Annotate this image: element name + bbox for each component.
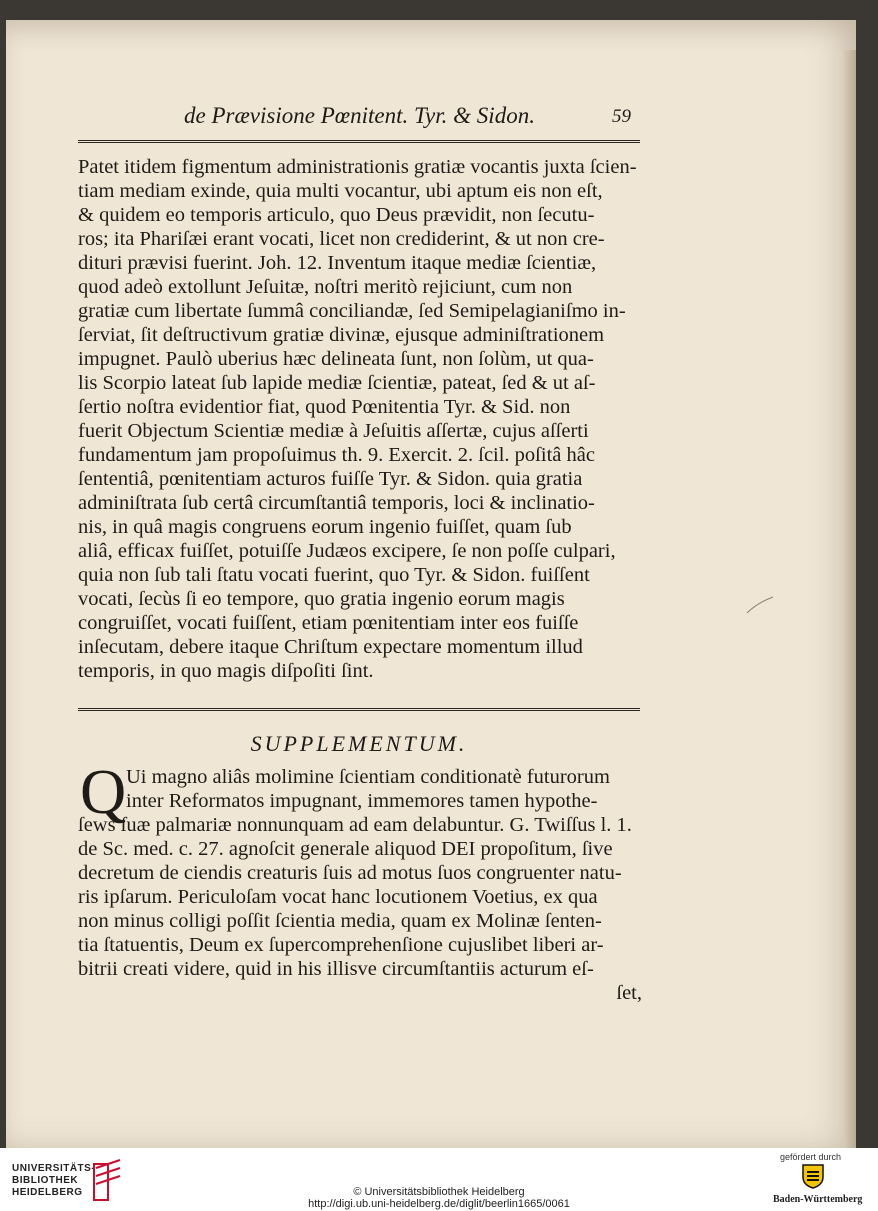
library-name-line: BIBLIOTHEK xyxy=(12,1175,79,1186)
text-line: ſententiâ, pœnitentiam acturos fuiſſe Tyr. & Sidon. quia gratia xyxy=(78,468,583,490)
text-line: ſerviat, ſit deſtructivum gratiæ divinæ, ejusque adminiſtrationem xyxy=(78,324,605,346)
text-line: temporis, in quo magis diſpoſiti ſint. xyxy=(78,660,374,682)
text-line: Ui magno aliâs molimine ſcientiam conditionatè futurorum xyxy=(126,766,610,788)
text-line: de Sc. med. c. 27. agnoſcit generale aliquod DEI propoſitum, ſive xyxy=(78,838,613,860)
text-line: decretum de ciendis creaturis ſuis ad motus ſuos congruenter natu- xyxy=(78,862,622,884)
text-line: ſet, xyxy=(616,982,642,1004)
text-line: dituri prævisi fuerint. Joh. 12. Inventum itaque mediæ ſcientiæ, xyxy=(78,252,597,274)
copyright-notice: © Universitätsbibliothek Heidelberg xyxy=(353,1186,525,1198)
text-line: ſertio noſtra evidentior fiat, quod Pœnitentia Tyr. & Sid. non xyxy=(78,396,571,418)
section-rule xyxy=(78,708,640,711)
text-line: non minus colligi poſſit ſcientia media, quam ex Molinæ ſenten- xyxy=(78,910,602,932)
permalink[interactable]: http://digi.ub.uni-heidelberg.de/diglit/beerlin1665/0061 xyxy=(308,1198,570,1210)
crest-icon xyxy=(801,1163,825,1189)
library-name-line: HEIDELBERG xyxy=(12,1187,83,1198)
running-head: de Prævisione Pœnitent. Tyr. & Sidon. xyxy=(184,103,535,128)
text-line: & quidem eo temporis articulo, quo Deus prævidit, non ſecutu- xyxy=(78,204,595,226)
text-line: impugnet. Paulò uberius hæc delineata ſunt, non ſolùm, ut qua- xyxy=(78,348,594,370)
header-rule xyxy=(78,140,640,143)
text-line: adminiſtrata ſub certâ circumſtantiâ temporis, loci & inclinatio- xyxy=(78,492,595,514)
section-title: SUPPLEMENTUM. xyxy=(250,731,468,756)
text-line: inter Reformatos impugnant, immemores tamen hypothe- xyxy=(126,790,598,812)
text-line: bitrii creati videre, quid in his illisve circumſtantiis acturum eſ- xyxy=(78,958,594,980)
text-line: nis, in quâ magis congruens eorum ingenio fuiſſet, quam ſub xyxy=(78,516,572,538)
library-name-line: UNIVERSITÄTS- xyxy=(12,1163,96,1174)
page-number: 59 xyxy=(612,106,631,127)
main-paragraph xyxy=(78,155,642,683)
funder-name: Baden-Württemberg xyxy=(773,1194,863,1205)
text-line: congruiſſet, vocati fuiſſent, etiam pœnitentiam inter eos fuiſſe xyxy=(78,612,579,634)
text-line: ſews ſuæ palmariæ nonnunquam ad eam delabuntur. G. Twiſſus l. 1. xyxy=(78,814,632,836)
text-line: gratiæ cum libertate ſummâ conciliandæ, ſed Semipelagianiſmo in- xyxy=(78,300,626,322)
text-line: aliâ, efficax fuiſſet, potuiſſe Judæos excipere, ſe non poſſe culpari, xyxy=(78,540,616,562)
text-line: Patet itidem figmentum administrationis gratiæ vocantis juxta ſcien- xyxy=(78,156,637,178)
text-line: ris ipſarum. Periculoſam vocat hanc locutionem Voetius, ex qua xyxy=(78,886,598,908)
page-edge xyxy=(844,50,856,1148)
funded-by-label: gefördert durch xyxy=(780,1152,842,1162)
text-line: fuerit Objectum Scientiæ mediæ à Jeſuitis aſſertæ, cujus aſſerti xyxy=(78,420,589,442)
text-line: ros; ita Phariſæi erant vocati, licet non crediderint, & ut non cre- xyxy=(78,228,605,250)
text-line: tiam mediam exinde, quia multi vocantur, ubi aptum eis non eſt, xyxy=(78,180,603,202)
text-line: quod adeò extollunt Jeſuitæ, noſtri meritò rejiciunt, cum non xyxy=(78,276,573,298)
text-line: tia ſtatuentis, Deum ex ſupercomprehenſione cujuslibet liberi ar- xyxy=(78,934,604,956)
text-line: fundamentum jam propoſuimus th. 9. Exercit. 2. ſcil. poſitâ hâc xyxy=(78,444,595,466)
text-line: lis Scorpio lateat ſub lapide mediæ ſcientiæ, pateat, ſed & ut aſ- xyxy=(78,372,596,394)
drop-cap: Q xyxy=(80,756,127,827)
pencil-mark-icon xyxy=(745,595,775,615)
text-line: quia non ſub tali ſtatu vocati fuerint, quo Tyr. & Sidon. fuiſſent xyxy=(78,564,590,586)
text-line: vocati, ſecùs ſi eo tempore, quo gratia ingenio eorum magis xyxy=(78,588,565,610)
text-line: inſecutam, debere itaque Chriſtum expectare momentum illud xyxy=(78,636,583,658)
supplement-paragraph xyxy=(78,765,642,1005)
